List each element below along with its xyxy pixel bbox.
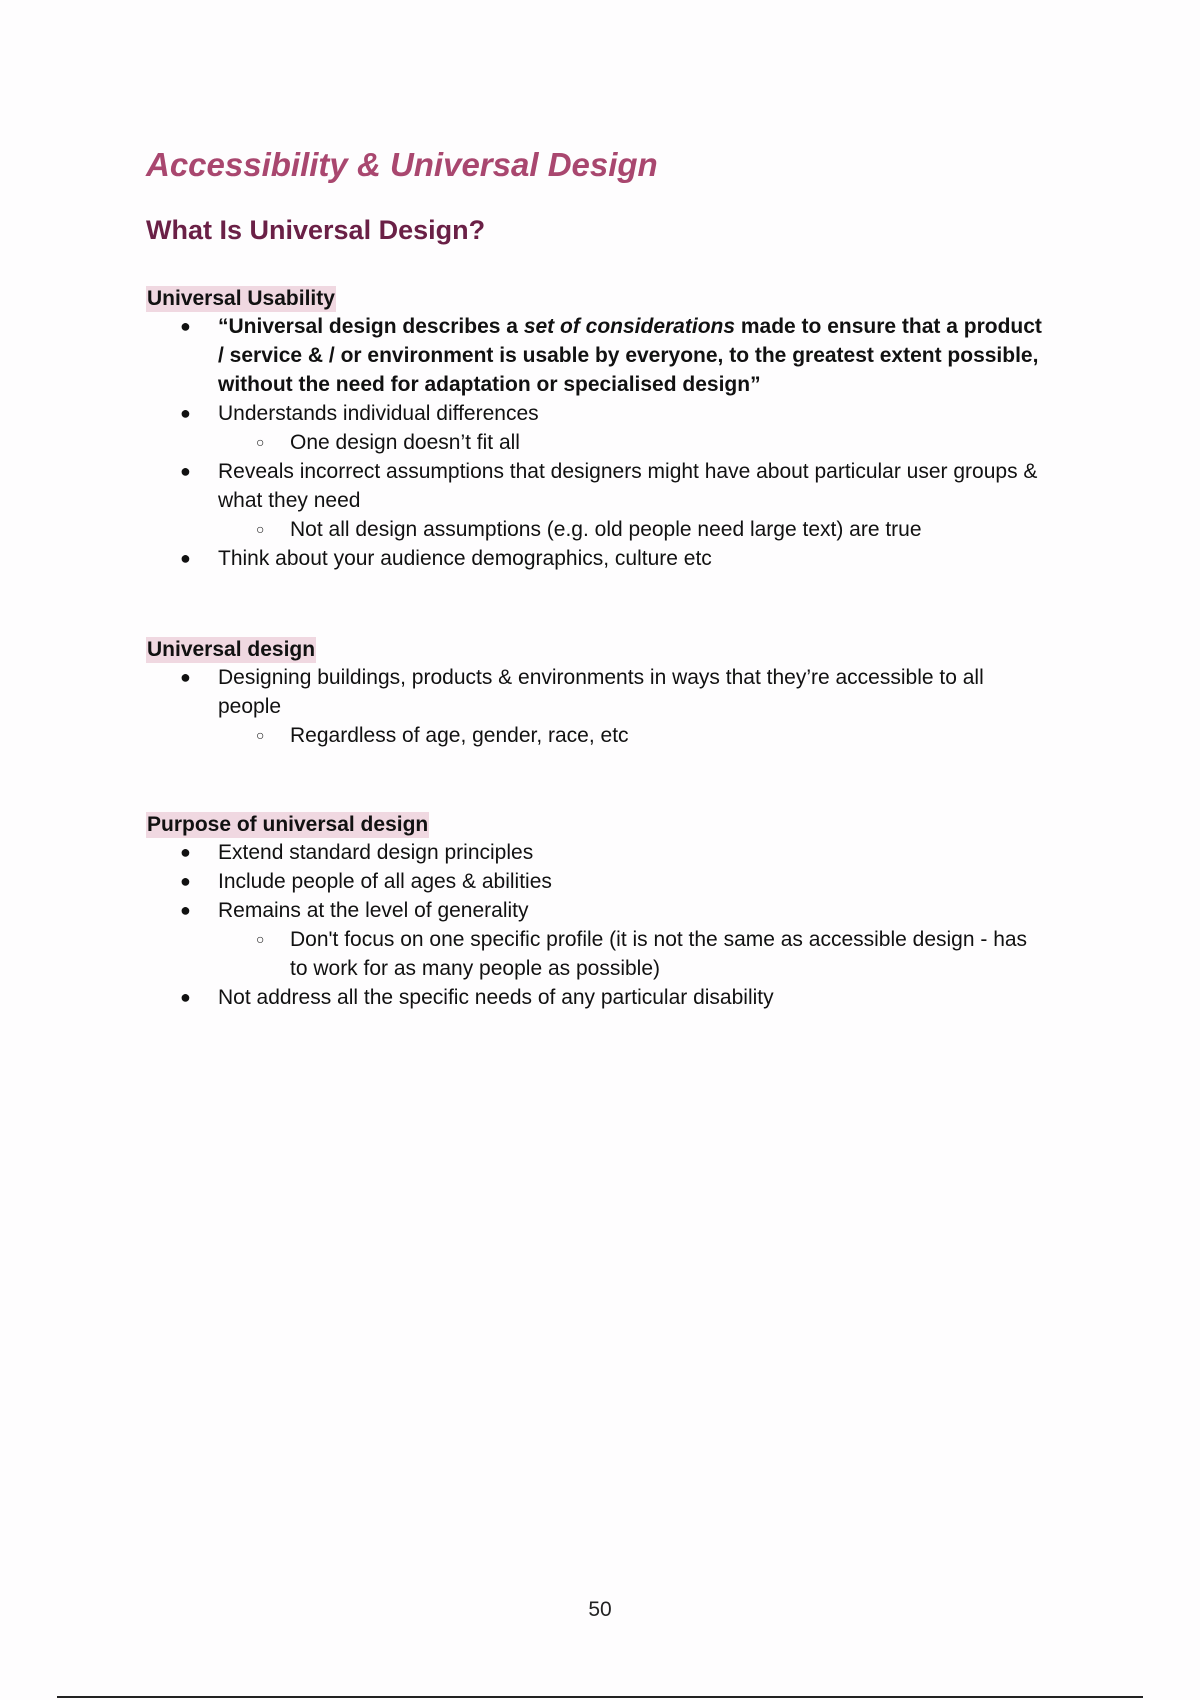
- sub-list: [218, 428, 1046, 457]
- bullet-list: [146, 312, 1046, 573]
- sub-list-item-text: Don't focus on one specific profile (it is not the same as accessible design - has to work for as many people as possible): [290, 928, 1028, 980]
- section-heading: Universal Usability: [147, 287, 335, 310]
- list-item-text: Remains at the level of generality: [218, 899, 529, 922]
- sub-list: [218, 721, 1046, 750]
- list-item-text: Extend standard design principles: [218, 841, 534, 864]
- bullet-list: [146, 838, 1046, 1012]
- bullet-list: [146, 663, 1046, 750]
- page-content: [146, 140, 1046, 1012]
- list-item-text: Include people of all ages & abilities: [218, 870, 552, 893]
- list-item-text: Not address all the specific needs of any particular disability: [218, 986, 774, 1009]
- sub-list-item-text: Not all design assumptions (e.g. old people need large text) are true: [290, 518, 922, 541]
- section-title: What Is Universal Design?: [146, 215, 486, 245]
- list-item-text: Understands individual differences: [218, 402, 539, 425]
- sub-list-item: [218, 721, 1046, 750]
- footer-divider: [57, 1696, 1143, 1698]
- section-universal-usability: [146, 286, 1046, 573]
- list-item: [146, 663, 1046, 750]
- bullet-icon: ●: [180, 461, 191, 481]
- sub-bullet-icon: ○: [256, 931, 265, 947]
- bullet-icon: ●: [180, 900, 191, 920]
- list-item-text: Think about your audience demographics, culture etc: [218, 547, 712, 570]
- emphasis-text: set of considerations: [523, 315, 736, 338]
- sub-list-item: [218, 925, 1046, 983]
- section-purpose-of-universal-design: [146, 812, 1046, 1012]
- definition-quote: “Universal design describes a set of considerations made to ensure that a product / service & / or environment is usable by everyone, to the greatest extent possible, without the need for adaptation or specialised design”: [218, 315, 1042, 396]
- list-item-text: Reveals incorrect assumptions that designers might have about particular user groups & what they need: [218, 460, 1038, 512]
- list-item: [146, 983, 1046, 1012]
- list-item: [146, 867, 1046, 896]
- list-item-text: Designing buildings, products & environments in ways that they’re accessible to all people: [218, 666, 984, 718]
- section-heading: Purpose of universal design: [147, 813, 429, 836]
- sub-bullet-icon: ○: [256, 434, 265, 450]
- sub-list-item: [218, 515, 1046, 544]
- bullet-icon: ●: [180, 548, 191, 568]
- sub-list: [218, 515, 1046, 544]
- sub-bullet-icon: ○: [256, 521, 265, 537]
- list-item: [146, 896, 1046, 983]
- list-item: [146, 399, 1046, 457]
- bullet-icon: ●: [180, 842, 191, 862]
- list-item-quote: [146, 312, 1046, 399]
- bullet-icon: ●: [180, 871, 191, 891]
- section-universal-design: [146, 637, 1046, 750]
- sub-list-item-text: One design doesn’t fit all: [290, 431, 520, 454]
- bullet-icon: ●: [180, 403, 191, 423]
- list-item: [146, 544, 1046, 573]
- sub-list: [218, 925, 1046, 983]
- sub-list-item: [218, 428, 1046, 457]
- page-number: 50: [588, 1598, 612, 1621]
- bullet-icon: ●: [180, 316, 191, 336]
- section-heading: Universal design: [147, 638, 316, 661]
- bullet-icon: ●: [180, 667, 191, 687]
- list-item: [146, 457, 1046, 544]
- sub-list-item-text: Regardless of age, gender, race, etc: [290, 724, 629, 747]
- sub-bullet-icon: ○: [256, 727, 265, 743]
- bullet-icon: ●: [180, 987, 191, 1007]
- document-title: Accessibility & Universal Design: [146, 146, 658, 183]
- list-item: [146, 838, 1046, 867]
